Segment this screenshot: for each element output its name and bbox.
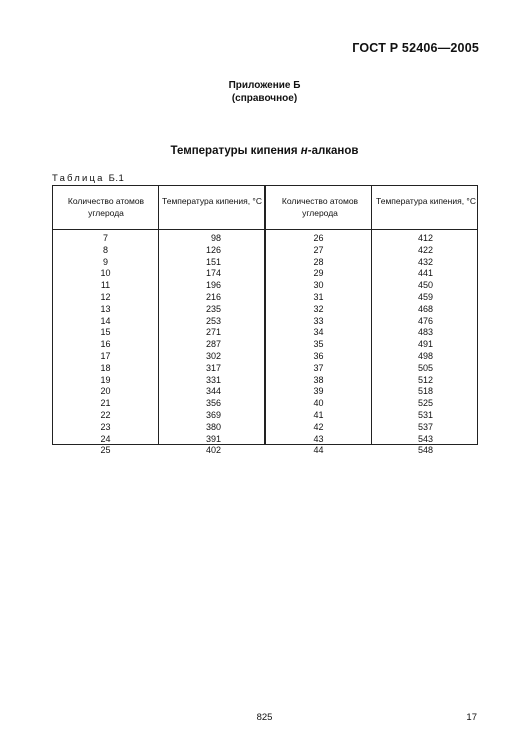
table-cell: 287	[205, 339, 221, 350]
table-cell: 525	[417, 398, 434, 409]
table-cell: 98	[210, 233, 221, 243]
footer-center-number: 825	[256, 712, 273, 723]
document-code: ГОСТ Р 52406—2005	[352, 41, 479, 55]
table-cell: 531	[417, 409, 434, 420]
table-cell: 543	[417, 433, 434, 444]
table-cell: 11	[100, 280, 111, 291]
table-cell: 31	[313, 291, 324, 302]
table-cell: 518	[417, 386, 434, 397]
table-cell: 380	[205, 421, 221, 432]
table-cell: 459	[417, 291, 434, 302]
table-cell: 402	[205, 445, 221, 456]
table-cell: 28	[313, 256, 324, 267]
header-carbon-count-left: Количество атомов углерода	[67, 196, 145, 218]
table-cell: 422	[417, 244, 434, 255]
table-cell: 468	[417, 303, 434, 314]
table-cell: 450	[417, 280, 434, 291]
table-cell: 441	[417, 268, 434, 279]
table-cell: 548	[417, 445, 434, 456]
table-cell: 216	[205, 291, 221, 302]
table-cell: 26	[313, 233, 324, 243]
table-cell: 10	[100, 268, 111, 279]
table-cell: 38	[313, 374, 324, 385]
table-cell: 271	[205, 327, 221, 338]
table-cell: 369	[205, 409, 221, 420]
table-cell: 15	[100, 327, 111, 338]
table-cell: 22	[100, 409, 111, 420]
table-cell: 537	[417, 421, 434, 432]
appendix-heading	[0, 79, 529, 105]
table-cell: 174	[205, 268, 221, 279]
appendix-label: Приложение Б	[228, 80, 301, 91]
table-cell: 40	[313, 398, 324, 409]
table-cell: 8	[102, 244, 108, 255]
table-cell: 151	[205, 256, 221, 267]
table-cell: 34	[313, 327, 324, 338]
table-cell: 7	[102, 233, 108, 243]
table-cell: 32	[313, 303, 324, 314]
table-cell: 27	[313, 244, 324, 255]
table-cell: 331	[205, 374, 221, 385]
table-cell: 18	[100, 362, 111, 373]
section-title	[0, 145, 529, 157]
table-cell: 37	[313, 362, 324, 373]
table-cell: 19	[100, 374, 111, 385]
table-cell: 16	[100, 339, 111, 350]
table-cell: 412	[417, 233, 434, 243]
table-cell: 9	[102, 256, 108, 267]
table-cell: 20	[100, 386, 111, 397]
table-cell: 36	[313, 350, 324, 361]
table-caption	[52, 173, 124, 184]
table-cell: 498	[417, 350, 434, 361]
table-cell: 33	[313, 315, 324, 326]
header-boiling-temp-left: Температура кипения, °С	[162, 196, 262, 206]
table-caption-word: Таблица	[52, 173, 105, 184]
table-cell: 512	[417, 374, 434, 385]
table-cell: 42	[313, 421, 324, 432]
table-cell: 17	[100, 350, 111, 361]
table-cell: 253	[205, 315, 221, 326]
column-right-temp	[372, 233, 479, 457]
header-boiling-temp-right: Температура кипения, °С	[376, 196, 476, 206]
page-number: 17	[466, 712, 477, 723]
table-cell: 344	[205, 386, 221, 397]
table-cell: 432	[417, 256, 434, 267]
table-cell: 44	[313, 445, 324, 456]
appendix-note: (справочное)	[231, 93, 298, 104]
table-cell: 235	[205, 303, 221, 314]
table-cell: 483	[417, 327, 434, 338]
table-cell: 13	[100, 303, 111, 314]
table-cell: 30	[313, 280, 324, 291]
column-left-carbon	[53, 233, 158, 457]
table-cell: 126	[205, 244, 221, 255]
title-suffix: -алканов	[307, 145, 359, 157]
table-cell: 24	[100, 433, 111, 444]
table-cell: 25	[100, 445, 111, 456]
table-cell: 12	[100, 291, 111, 302]
table-cell: 23	[100, 421, 111, 432]
table-caption-number: Б.1	[108, 173, 125, 184]
table-cell: 196	[205, 280, 221, 291]
header-carbon-count-right: Количество атомов углерода	[281, 196, 359, 218]
table-cell: 41	[313, 409, 324, 420]
table-cell: 391	[205, 433, 221, 444]
table-cell: 505	[417, 362, 434, 373]
table-cell: 21	[100, 398, 111, 409]
boiling-point-table	[52, 185, 478, 456]
table-cell: 43	[313, 433, 324, 444]
table-cell: 35	[313, 339, 324, 350]
table-cell: 302	[205, 350, 221, 361]
table-cell: 356	[205, 398, 221, 409]
column-right-carbon	[266, 233, 371, 457]
title-prefix: Температуры кипения	[170, 145, 301, 157]
table-cell: 29	[313, 268, 324, 279]
table-cell: 14	[100, 315, 111, 326]
table-cell: 39	[313, 386, 324, 397]
table-cell: 317	[205, 362, 221, 373]
table-cell: 491	[417, 339, 434, 350]
title-italic: н	[300, 145, 308, 157]
table-cell: 476	[417, 315, 434, 326]
column-left-temp	[159, 233, 221, 457]
